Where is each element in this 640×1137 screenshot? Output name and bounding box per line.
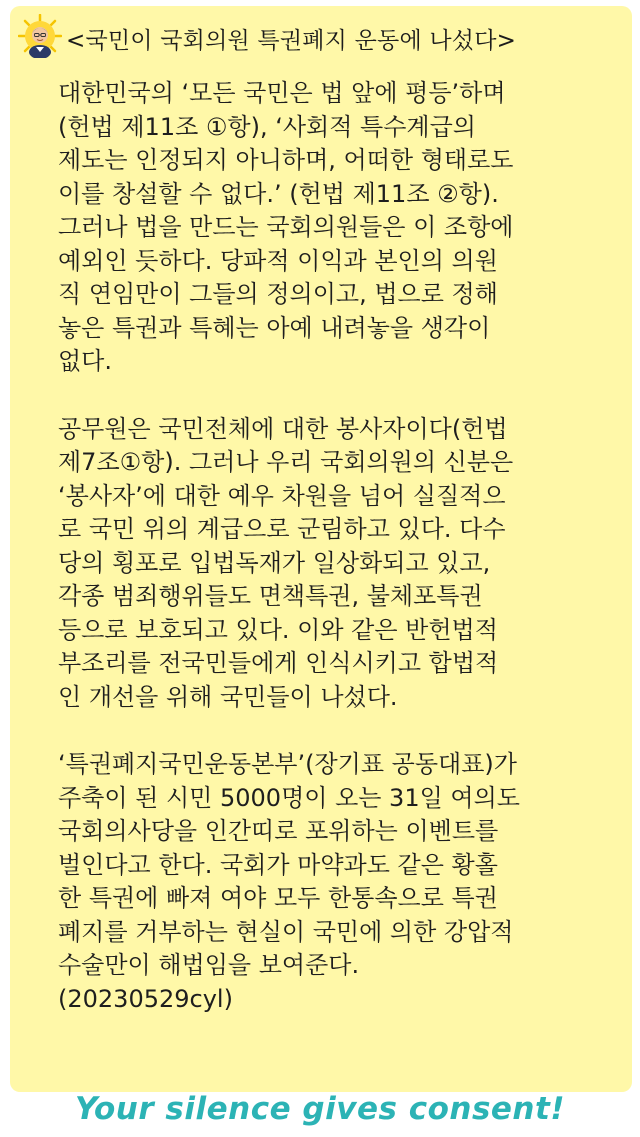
note-title: <국민이 국회의원 특권폐지 운동에 나섰다> bbox=[66, 28, 517, 54]
article-body bbox=[58, 77, 618, 1016]
avatar-with-sun-icon bbox=[18, 14, 62, 58]
footer-slogan: Your silence gives consent! bbox=[75, 1091, 565, 1127]
article-paragraph-3: ‘특권폐지국민운동본부’(장기표 공동대표)가 주축이 된 시민 5000명이 오는 31일 여의도 국회의사당을 인간띠로 포위하는 이벤트를 벌인다고 한다. 국회가 마약과도 같은 황홀 한 특권에 빠져 여야 모두 한통속으로 특권 폐지를 거부하는 현실이 국민에 의한 강압적 수술만이 해법임을 보여준다. (20230529cyl) bbox=[58, 750, 520, 1013]
article-paragraph-1: 대한민국의 ‘모든 국민은 법 앞에 평등’하며 (헌법 제11조 ①항), ‘사회적 특수계급의 제도는 인정되지 아니하며, 어떠한 형태로도 이를 창설할 수 없다.’ (헌법 제11조 ②항). 그러나 법을 만드는 국회의원들은 이 조항에 예외인 듯하다. 당파적 이익과 본인의 의원 직 연임만이 그들의 정의이고, 법으로 정해 놓은 특권과 특혜는 아예 내려놓을 생각이 없다. bbox=[58, 79, 514, 375]
article-paragraph-2: 공무원은 국민전체에 대한 봉사자이다(헌법 제7조①항). 그러나 우리 국회의원의 신분은 ‘봉사자’에 대한 예우 차원을 넘어 실질적으 로 국민 위의 계급으로 군림하고 있다. 다수 당의 횡포로 입법독재가 일상화되고 있고, 각종 범죄행위들도 면책특권, 불체포특권 등으로 보호되고 있다. 이와 같은 반헌법적 부조리를 전국민들에게 인식시키고 합법적 인 개선을 위해 국민들이 나섰다. bbox=[58, 414, 514, 711]
